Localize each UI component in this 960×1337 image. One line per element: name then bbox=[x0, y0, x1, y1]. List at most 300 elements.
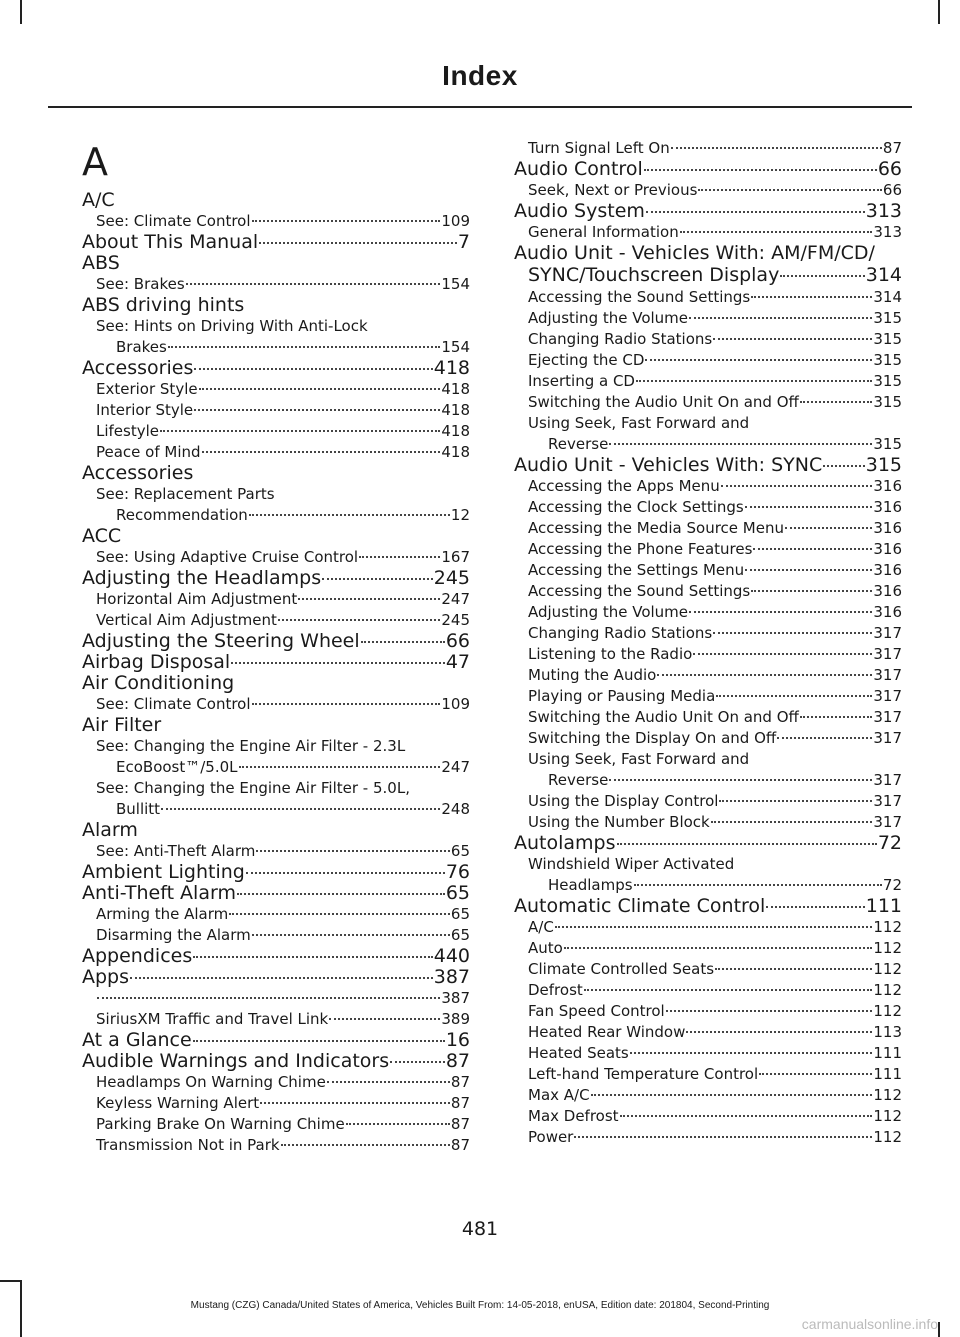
index-entry bbox=[82, 400, 470, 421]
index-entry bbox=[82, 1114, 470, 1135]
dot-leader bbox=[745, 506, 873, 508]
index-entry bbox=[514, 180, 902, 201]
index-entry bbox=[82, 820, 470, 841]
index-entry bbox=[514, 728, 902, 749]
index-entry bbox=[514, 833, 902, 854]
entry-page: 313 bbox=[865, 200, 902, 222]
entry-page: 315 bbox=[865, 454, 902, 476]
entry-title: Climate Controlled Seats bbox=[528, 960, 715, 978]
entry-title: General Information bbox=[528, 223, 679, 241]
dot-leader bbox=[555, 926, 873, 928]
dot-leader bbox=[680, 231, 873, 233]
index-entry bbox=[514, 371, 902, 392]
dot-leader bbox=[713, 338, 872, 340]
index-entry bbox=[82, 1135, 470, 1156]
dot-leader bbox=[634, 884, 882, 886]
dot-leader bbox=[715, 968, 872, 970]
index-entry bbox=[82, 211, 470, 232]
entry-page: 440 bbox=[433, 945, 470, 967]
entry-title: ACC bbox=[82, 525, 122, 547]
entry-page: 112 bbox=[873, 918, 902, 936]
entry-page: 65 bbox=[445, 882, 470, 904]
index-entry bbox=[82, 1030, 470, 1051]
entry-page: 313 bbox=[873, 223, 902, 241]
dot-leader bbox=[186, 283, 441, 285]
entry-title: Muting the Audio bbox=[528, 666, 657, 684]
dot-leader bbox=[716, 695, 872, 697]
entry-title: Audio System bbox=[514, 200, 645, 222]
dot-leader bbox=[645, 359, 872, 361]
entry-page: 418 bbox=[441, 443, 470, 461]
entry-page: 418 bbox=[441, 422, 470, 440]
entry-title: A/C bbox=[528, 918, 554, 936]
entry-title: See: Brakes bbox=[96, 275, 185, 293]
entry-page: 66 bbox=[877, 158, 902, 180]
entry-page: 317 bbox=[873, 645, 902, 663]
entry-page: 248 bbox=[441, 800, 470, 818]
entry-title: Reverse bbox=[548, 771, 609, 789]
entry-page: 72 bbox=[882, 876, 902, 894]
index-entry bbox=[82, 841, 470, 862]
entry-page: 65 bbox=[450, 926, 470, 944]
entry-page: 316 bbox=[873, 582, 902, 600]
entry-title: Automatic Climate Control bbox=[514, 895, 766, 917]
entry-page: 315 bbox=[873, 372, 902, 390]
entry-title: Anti-Theft Alarm bbox=[82, 882, 236, 904]
entry-title: See: Using Adaptive Cruise Control bbox=[96, 548, 359, 566]
entry-title: See: Climate Control bbox=[96, 695, 251, 713]
entry-title: Accessing the Phone Features bbox=[528, 540, 753, 558]
entry-page: 12 bbox=[450, 506, 470, 524]
dot-leader bbox=[753, 548, 872, 550]
dot-leader bbox=[689, 317, 872, 319]
dot-leader bbox=[252, 934, 450, 936]
index-entry bbox=[514, 350, 902, 371]
dot-leader bbox=[239, 766, 441, 768]
dot-leader bbox=[657, 674, 872, 676]
dot-leader bbox=[780, 275, 864, 277]
dot-leader bbox=[713, 632, 872, 634]
dot-leader bbox=[636, 380, 872, 382]
index-entry bbox=[514, 201, 902, 222]
entry-page: 317 bbox=[873, 708, 902, 726]
dot-leader bbox=[194, 409, 440, 411]
dot-leader bbox=[237, 893, 445, 895]
entry-title: Heated Rear Window bbox=[528, 1023, 686, 1041]
entry-page: 314 bbox=[873, 288, 902, 306]
entry-page: 66 bbox=[445, 630, 470, 652]
entry-page: 317 bbox=[873, 792, 902, 810]
entry-title: Bullitt bbox=[116, 800, 161, 818]
entry-page: 316 bbox=[873, 477, 902, 495]
index-entry bbox=[514, 917, 902, 938]
entry-page: 72 bbox=[877, 832, 902, 854]
index-entry bbox=[82, 421, 470, 442]
entry-title: Brakes bbox=[116, 338, 167, 356]
entry-title: Airbag Disposal bbox=[82, 651, 231, 673]
section-letter: A bbox=[82, 140, 108, 184]
index-entry bbox=[82, 694, 470, 715]
entry-title: Recommendation bbox=[116, 506, 248, 524]
index-column-left bbox=[82, 138, 470, 1156]
entry-title: Windshield Wiper Activated bbox=[528, 855, 735, 873]
entry-title: EcoBoost™/5.0L bbox=[116, 758, 238, 776]
index-entry bbox=[82, 904, 470, 925]
dot-leader bbox=[246, 872, 445, 874]
entry-page: 317 bbox=[873, 813, 902, 831]
crop-mark-bottom-left-h bbox=[0, 1280, 20, 1282]
page-number: 481 bbox=[461, 1218, 499, 1240]
dot-leader bbox=[260, 1102, 450, 1104]
entry-page: 65 bbox=[450, 905, 470, 923]
index-entry bbox=[514, 138, 902, 159]
header-divider bbox=[48, 106, 912, 108]
index-entry bbox=[82, 631, 470, 652]
entry-title: Arming the Alarm bbox=[96, 905, 229, 923]
dot-leader bbox=[609, 443, 872, 445]
entry-page: 387 bbox=[433, 966, 470, 988]
entry-title: Transmission Not in Park bbox=[96, 1136, 280, 1154]
footer-text: Mustang (CZG) Canada/United States of America, Vehicles Built From: 14-05-2018, enUSA, Edition date: 201804, Second-Printing bbox=[190, 1300, 770, 1311]
dot-leader bbox=[620, 1115, 873, 1117]
index-entry bbox=[82, 799, 470, 820]
entry-title: Power bbox=[528, 1128, 574, 1146]
entry-title: SiriusXM Traffic and Travel Link bbox=[96, 1010, 329, 1028]
dot-leader bbox=[361, 641, 445, 643]
entry-page: 112 bbox=[873, 939, 902, 957]
entry-title: Autolamps bbox=[514, 832, 616, 854]
dot-leader bbox=[689, 611, 872, 613]
entry-title: Headlamps On Warning Chime bbox=[96, 1073, 326, 1091]
index-entry bbox=[82, 568, 470, 589]
entry-title: Left-hand Temperature Control bbox=[528, 1065, 759, 1083]
index-entry bbox=[514, 1106, 902, 1127]
index-entry bbox=[514, 665, 902, 686]
entry-page: 113 bbox=[873, 1023, 902, 1041]
entry-page: 315 bbox=[873, 351, 902, 369]
dot-leader bbox=[359, 556, 440, 558]
entry-title: Accessing the Sound Settings bbox=[528, 288, 751, 306]
entry-title: Using the Number Block bbox=[528, 813, 710, 831]
dot-leader bbox=[229, 913, 450, 915]
entry-page: 167 bbox=[441, 548, 470, 566]
entry-title: A/C bbox=[82, 189, 115, 211]
entry-page: 247 bbox=[441, 758, 470, 776]
entry-title: ABS bbox=[82, 252, 120, 274]
entry-title: Apps bbox=[82, 966, 130, 988]
entry-title: Vertical Aim Adjustment bbox=[96, 611, 277, 629]
entry-title: Lifestyle bbox=[96, 422, 160, 440]
dot-leader bbox=[168, 346, 441, 348]
crop-mark-bottom-right bbox=[938, 1322, 940, 1337]
index-entry bbox=[514, 896, 902, 917]
index-entry bbox=[514, 539, 902, 560]
dot-leader bbox=[193, 956, 433, 958]
entry-page: 317 bbox=[873, 771, 902, 789]
entry-page: 245 bbox=[441, 611, 470, 629]
page-title: Index bbox=[442, 60, 518, 91]
entry-title: Using Seek, Fast Forward and bbox=[528, 414, 750, 432]
index-entry bbox=[514, 455, 902, 476]
entry-page: 387 bbox=[441, 989, 470, 1007]
dot-leader bbox=[160, 430, 440, 432]
index-entry bbox=[82, 1093, 470, 1114]
entry-page: 109 bbox=[441, 212, 470, 230]
entry-title: Changing Radio Stations bbox=[528, 624, 713, 642]
entry-title: Reverse bbox=[548, 435, 609, 453]
index-entry bbox=[514, 938, 902, 959]
entry-title: See: Anti-Theft Alarm bbox=[96, 842, 256, 860]
entry-page: 317 bbox=[873, 624, 902, 642]
dot-leader bbox=[298, 598, 440, 600]
entry-page: 7 bbox=[457, 231, 470, 253]
entry-page: 418 bbox=[433, 357, 470, 379]
entry-title: About This Manual bbox=[82, 231, 259, 253]
entry-title: Adjusting the Steering Wheel bbox=[82, 630, 360, 652]
dot-leader bbox=[609, 779, 872, 781]
index-entry bbox=[82, 253, 470, 274]
dot-leader bbox=[751, 590, 872, 592]
entry-title: Switching the Display On and Off bbox=[528, 729, 777, 747]
index-entry bbox=[514, 980, 902, 1001]
index-entry bbox=[82, 610, 470, 631]
entry-title: Audible Warnings and Indicators bbox=[82, 1050, 390, 1072]
entry-title: Auto bbox=[528, 939, 563, 957]
index-entry bbox=[514, 644, 902, 665]
dot-leader bbox=[194, 368, 432, 370]
index-entry bbox=[82, 925, 470, 946]
entry-page: 112 bbox=[873, 1128, 902, 1146]
index-entry bbox=[82, 463, 470, 484]
entry-title: Turn Signal Left On bbox=[528, 139, 670, 157]
entry-page: 247 bbox=[441, 590, 470, 608]
dot-leader bbox=[199, 388, 441, 390]
dot-leader bbox=[800, 716, 873, 718]
dot-leader bbox=[278, 619, 441, 621]
dot-leader bbox=[666, 1010, 873, 1012]
crop-mark-top-right bbox=[938, 0, 940, 24]
entry-page: 112 bbox=[873, 1107, 902, 1125]
entry-page: 112 bbox=[873, 1086, 902, 1104]
entry-page: 316 bbox=[873, 540, 902, 558]
entry-page: 87 bbox=[450, 1115, 470, 1133]
index-entry bbox=[82, 736, 470, 757]
entry-title: See: Replacement Parts bbox=[96, 485, 275, 503]
entry-page: 66 bbox=[882, 181, 902, 199]
entry-page: 16 bbox=[445, 1029, 470, 1051]
index-entry bbox=[514, 497, 902, 518]
entry-title: Ambient Lighting bbox=[82, 861, 245, 883]
entry-page: 317 bbox=[873, 666, 902, 684]
dot-leader bbox=[719, 800, 872, 802]
entry-page: 154 bbox=[441, 275, 470, 293]
entry-page: 315 bbox=[873, 309, 902, 327]
entry-title: Adjusting the Headlamps bbox=[82, 567, 322, 589]
index-entry bbox=[514, 707, 902, 728]
index-entry bbox=[82, 526, 470, 547]
entry-title: Horizontal Aim Adjustment bbox=[96, 590, 298, 608]
index-entry bbox=[514, 392, 902, 413]
entry-title: Interior Style bbox=[96, 401, 194, 419]
entry-title: See: Hints on Driving With Anti-Lock bbox=[96, 317, 368, 335]
index-entry bbox=[514, 329, 902, 350]
dot-leader bbox=[671, 147, 882, 149]
index-entry bbox=[514, 959, 902, 980]
index-entry bbox=[82, 589, 470, 610]
dot-leader bbox=[130, 977, 433, 979]
entry-title: Inserting a CD bbox=[528, 372, 635, 390]
entry-title: Audio Unit - Vehicles With: SYNC bbox=[514, 454, 823, 476]
index-entry bbox=[82, 442, 470, 463]
dot-leader bbox=[644, 169, 877, 171]
dot-leader bbox=[327, 1081, 450, 1083]
index-entry bbox=[82, 547, 470, 568]
entry-page: 315 bbox=[873, 330, 902, 348]
entry-page: 245 bbox=[433, 567, 470, 589]
dot-leader bbox=[161, 808, 440, 810]
entry-page: 112 bbox=[873, 1002, 902, 1020]
entry-page: 87 bbox=[450, 1136, 470, 1154]
index-entry bbox=[514, 1022, 902, 1043]
index-entry bbox=[514, 791, 902, 812]
dot-leader bbox=[281, 1144, 450, 1146]
index-entry bbox=[82, 967, 470, 988]
entry-title: See: Changing the Engine Air Filter - 2.3L bbox=[96, 737, 406, 755]
entry-page: 112 bbox=[873, 960, 902, 978]
index-entry bbox=[82, 652, 470, 673]
index-entry bbox=[514, 264, 902, 287]
entry-title: Adjusting the Volume bbox=[528, 603, 689, 621]
entry-page: 111 bbox=[873, 1044, 902, 1062]
index-entry bbox=[82, 946, 470, 967]
index-entry bbox=[82, 757, 470, 778]
entry-page: 112 bbox=[873, 981, 902, 999]
dot-leader bbox=[751, 296, 872, 298]
index-entry bbox=[82, 1009, 470, 1030]
dot-leader bbox=[686, 1031, 872, 1033]
entry-title: Accessing the Sound Settings bbox=[528, 582, 751, 600]
dot-leader bbox=[766, 906, 864, 908]
dot-leader bbox=[759, 1073, 872, 1075]
dot-leader bbox=[785, 527, 872, 529]
index-entry bbox=[514, 1064, 902, 1085]
entry-title: Keyless Warning Alert bbox=[96, 1094, 260, 1112]
index-entry bbox=[514, 1001, 902, 1022]
entry-title: Changing Radio Stations bbox=[528, 330, 713, 348]
index-entry bbox=[82, 379, 470, 400]
dot-leader bbox=[322, 578, 433, 580]
entry-title: Audio Unit - Vehicles With: AM/FM/CD/ bbox=[514, 242, 875, 264]
entry-title: Switching the Audio Unit On and Off bbox=[528, 708, 799, 726]
index-entry bbox=[82, 505, 470, 526]
index-list-right bbox=[514, 138, 902, 1148]
index-entry bbox=[514, 222, 902, 243]
dot-leader bbox=[591, 1094, 873, 1096]
entry-title: Parking Brake On Warning Chime bbox=[96, 1115, 345, 1133]
dot-leader bbox=[630, 1052, 873, 1054]
index-entry bbox=[82, 337, 470, 358]
index-entry bbox=[514, 243, 902, 264]
entry-title: Playing or Pausing Media bbox=[528, 687, 716, 705]
entry-page: 317 bbox=[873, 687, 902, 705]
dot-leader bbox=[721, 485, 873, 487]
entry-page: 154 bbox=[441, 338, 470, 356]
dot-leader bbox=[329, 1018, 440, 1020]
dot-leader bbox=[745, 569, 872, 571]
dot-leader bbox=[698, 189, 881, 191]
dot-leader bbox=[800, 401, 873, 403]
entry-title: Accessing the Settings Menu bbox=[528, 561, 745, 579]
entry-title: Accessing the Apps Menu bbox=[528, 477, 720, 495]
index-entry bbox=[514, 623, 902, 644]
entry-page: 389 bbox=[441, 1010, 470, 1028]
entry-page: 87 bbox=[882, 139, 902, 157]
entry-title: Accessing the Clock Settings bbox=[528, 498, 744, 516]
dot-leader bbox=[259, 242, 457, 244]
entry-title: Fan Speed Control bbox=[528, 1002, 665, 1020]
entry-page: 317 bbox=[873, 729, 902, 747]
entry-title: Headlamps bbox=[548, 876, 633, 894]
dot-leader bbox=[777, 737, 872, 739]
dot-leader bbox=[249, 514, 450, 516]
index-entry bbox=[514, 413, 902, 434]
index-entry bbox=[82, 484, 470, 505]
index-entry bbox=[514, 1043, 902, 1064]
entry-page: 316 bbox=[873, 519, 902, 537]
entry-title: Accessing the Media Source Menu bbox=[528, 519, 784, 537]
entry-title: Ejecting the CD bbox=[528, 351, 645, 369]
dot-leader bbox=[252, 220, 441, 222]
entry-page: 109 bbox=[441, 695, 470, 713]
entry-page: 316 bbox=[873, 603, 902, 621]
entry-title: Heated Seats bbox=[528, 1044, 629, 1062]
index-entry bbox=[514, 518, 902, 539]
dot-leader bbox=[252, 703, 441, 705]
crop-mark-top-left bbox=[20, 0, 22, 24]
entry-page: 87 bbox=[450, 1094, 470, 1112]
dot-leader bbox=[564, 947, 873, 949]
entry-title: Adjusting the Volume bbox=[528, 309, 689, 327]
index-entry bbox=[82, 358, 470, 379]
dot-leader bbox=[574, 1136, 872, 1138]
entry-title: Accessories bbox=[82, 357, 194, 379]
index-entry bbox=[82, 274, 470, 295]
index-entry bbox=[514, 854, 902, 875]
index-entry bbox=[514, 159, 902, 180]
entry-title: Defrost bbox=[528, 981, 583, 999]
dot-leader bbox=[823, 465, 864, 467]
entry-title: Air Filter bbox=[82, 714, 162, 736]
entry-title: Using the Display Control bbox=[528, 792, 719, 810]
index-entry bbox=[82, 673, 470, 694]
entry-title: Appendices bbox=[82, 945, 193, 967]
entry-title: Audio Control bbox=[514, 158, 643, 180]
index-list-left bbox=[82, 190, 470, 1156]
dot-leader bbox=[711, 821, 873, 823]
dot-leader bbox=[346, 1123, 450, 1125]
entry-title: Switching the Audio Unit On and Off bbox=[528, 393, 799, 411]
entry-title: Max A/C bbox=[528, 1086, 590, 1104]
entry-title: ABS driving hints bbox=[82, 294, 245, 316]
index-entry bbox=[82, 190, 470, 211]
dot-leader bbox=[256, 850, 450, 852]
dot-leader bbox=[193, 1040, 445, 1042]
dot-leader bbox=[390, 1061, 445, 1063]
dot-leader bbox=[231, 662, 445, 664]
index-entry bbox=[514, 434, 902, 455]
index-entry bbox=[514, 560, 902, 581]
index-entry bbox=[82, 1072, 470, 1093]
